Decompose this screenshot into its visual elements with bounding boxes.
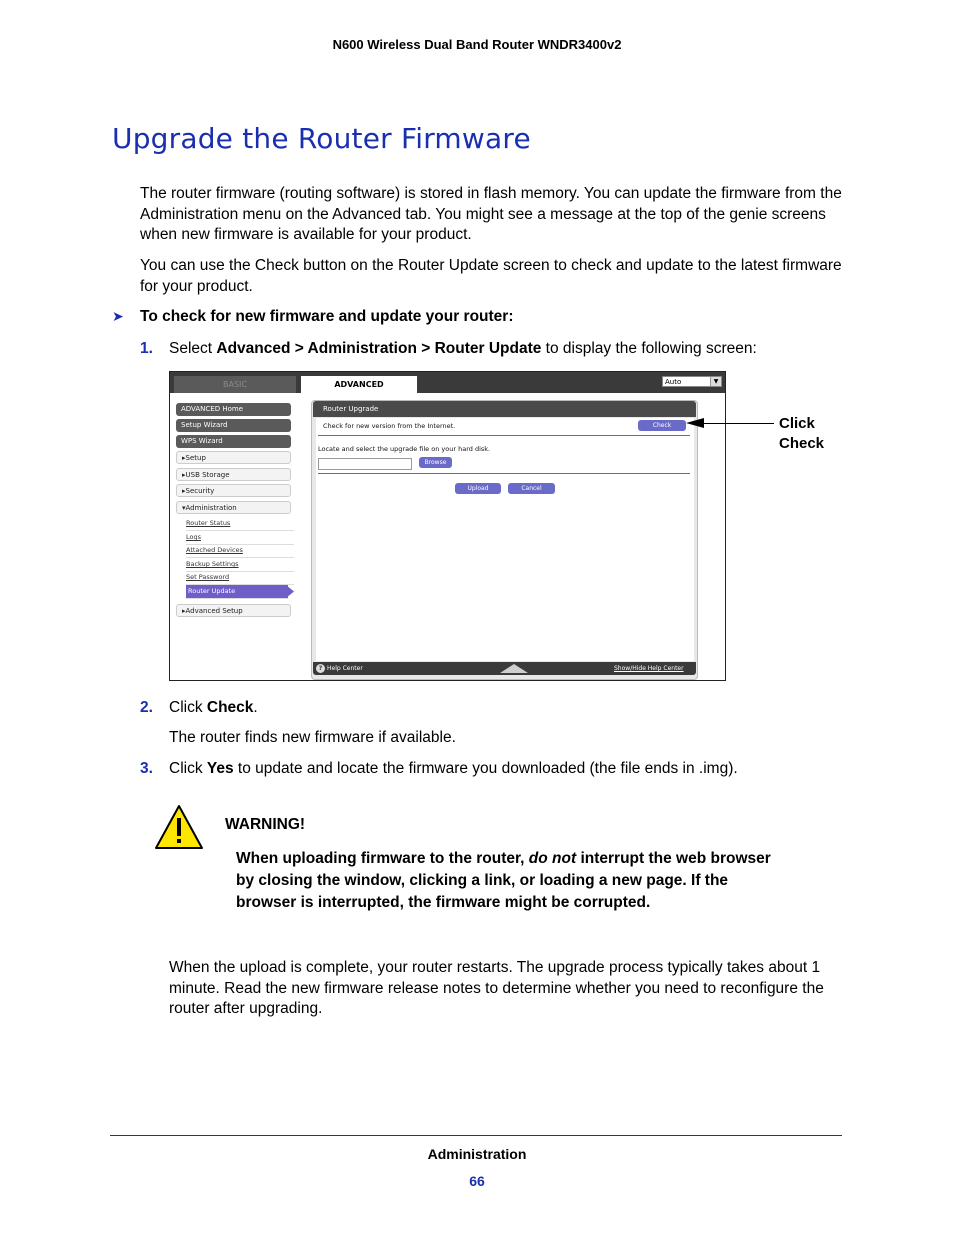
divider <box>318 473 690 474</box>
file-path-input[interactable] <box>318 458 412 470</box>
footer-section: Administration <box>427 1146 527 1162</box>
nav-setup-wizard[interactable]: Setup Wizard <box>176 419 291 432</box>
browse-button[interactable]: Browse <box>419 457 452 468</box>
intro-paragraph-1: The router firmware (routing software) is stored in flash memory. You can update the firmware from the Administration menu on the Advanced tab. You might see a message at the top of the genie screens when new firmware is available for your product. <box>140 185 842 243</box>
warning-body <box>236 848 776 914</box>
warning-body-post: interrupt the web browser by closing the window, clicking a link, or loading a new page. If the browser is interrupted, the firmware might be corrupted. <box>236 850 771 911</box>
triangle-right-icon: ▸ <box>182 607 186 615</box>
subnav-logs[interactable]: Logs <box>186 531 294 545</box>
step-number-2: 2. <box>140 699 153 716</box>
step-2-pre: Click <box>169 699 207 716</box>
nav-advanced-home[interactable]: ADVANCED Home <box>176 403 291 416</box>
step-2-text <box>169 699 849 717</box>
nav-advanced-setup[interactable] <box>176 604 291 617</box>
language-select-value: Auto <box>665 378 682 386</box>
active-pointer-icon <box>286 585 294 598</box>
step-number-1: 1. <box>140 340 153 357</box>
warning-title: WARNING! <box>225 816 306 833</box>
step-2-note: The router finds new firmware if available. <box>169 729 456 746</box>
subnav-router-status[interactable]: Router Status <box>186 517 294 531</box>
help-center-label[interactable]: Help Center <box>327 665 363 672</box>
upload-button[interactable]: Upload <box>455 483 501 494</box>
callout-arrow-icon <box>686 418 704 428</box>
locate-description: Locate and select the upgrade file on your hard disk. <box>318 445 491 453</box>
nav-usb-storage[interactable] <box>176 468 291 481</box>
router-update-screenshot <box>169 371 726 681</box>
nav-setup[interactable] <box>176 451 291 464</box>
step-3-post: to update and locate the firmware you downloaded (the file ends in .img). <box>233 760 738 777</box>
intro-paragraph-2: You can use the Check button on the Router Update screen to check and update to the latest firmware for your product. <box>140 257 842 295</box>
step-3-bold: Yes <box>206 760 234 777</box>
language-select[interactable] <box>662 376 722 387</box>
step-3-pre: Click <box>169 760 207 777</box>
page-number: 66 <box>469 1173 485 1189</box>
step-number-3: 3. <box>140 760 153 777</box>
warning-body-pre: When uploading firmware to the router, <box>236 850 529 867</box>
panel-title: Router Upgrade <box>313 401 696 417</box>
closing-paragraph: When the upload is complete, your router restarts. The upgrade process typically takes about 1 minute. Read the new firmware release notes to determine whether you need to reconfigure the router after upgrading. <box>169 959 824 1017</box>
nav-security-label: Security <box>185 487 215 495</box>
nav-advanced-setup-label: Advanced Setup <box>185 607 243 615</box>
subnav-attached-devices[interactable]: Attached Devices <box>186 544 294 558</box>
tab-advanced[interactable]: ADVANCED <box>301 376 417 393</box>
chevron-down-icon: ▼ <box>710 377 721 386</box>
subnav-backup-settings[interactable]: Backup Settings <box>186 558 294 572</box>
show-hide-help-link[interactable]: Show/Hide Help Center <box>614 665 684 672</box>
panel-body <box>316 418 694 661</box>
cancel-button[interactable]: Cancel <box>508 483 555 494</box>
nav-wps-wizard[interactable]: WPS Wizard <box>176 435 291 448</box>
warning-body-emphasis: do not <box>528 850 577 867</box>
check-description: Check for new version from the Internet. <box>323 422 456 430</box>
expand-up-icon[interactable] <box>500 664 528 673</box>
triangle-right-icon: ▸ <box>182 454 186 462</box>
nav-setup-label: Setup <box>185 454 206 462</box>
arrow-bullet-icon: ➤ <box>112 308 124 324</box>
step-2-bold: Check <box>206 699 254 716</box>
step-1-pre: Select <box>169 340 217 357</box>
subnav-set-password[interactable]: Set Password <box>186 571 294 585</box>
callout-label <box>779 414 824 454</box>
check-button[interactable]: Check <box>638 420 686 431</box>
callout-line-1: Click <box>779 415 815 432</box>
nav-administration-label: Administration <box>185 504 237 512</box>
procedure-heading <box>112 308 514 326</box>
warning-icon <box>154 804 204 850</box>
step-1-bold: Advanced > Administration > Router Update <box>216 340 542 357</box>
nav-usb-storage-label: USB Storage <box>185 471 230 479</box>
step-2-post: . <box>253 699 258 716</box>
divider <box>318 435 690 436</box>
triangle-right-icon: ▸ <box>182 487 186 495</box>
running-header: N600 Wireless Dual Band Router WNDR3400v2 <box>332 37 622 52</box>
step-1-post: to display the following screen: <box>541 340 757 357</box>
callout-line <box>704 423 774 424</box>
subnav-router-update[interactable]: Router Update <box>186 585 288 599</box>
triangle-down-icon: ▾ <box>182 504 186 512</box>
tab-basic[interactable]: BASIC <box>174 376 296 393</box>
callout-line-2: Check <box>779 435 825 452</box>
page-title: Upgrade the Router Firmware <box>112 122 531 155</box>
nav-administration[interactable] <box>176 501 291 514</box>
footer-rule <box>110 1135 842 1136</box>
triangle-right-icon: ▸ <box>182 471 186 479</box>
step-3-text <box>169 760 849 778</box>
nav-security[interactable] <box>176 484 291 497</box>
step-1-text <box>169 340 849 358</box>
help-icon: ? <box>316 664 325 673</box>
procedure-heading-text: To check for new firmware and update your router: <box>140 308 514 325</box>
